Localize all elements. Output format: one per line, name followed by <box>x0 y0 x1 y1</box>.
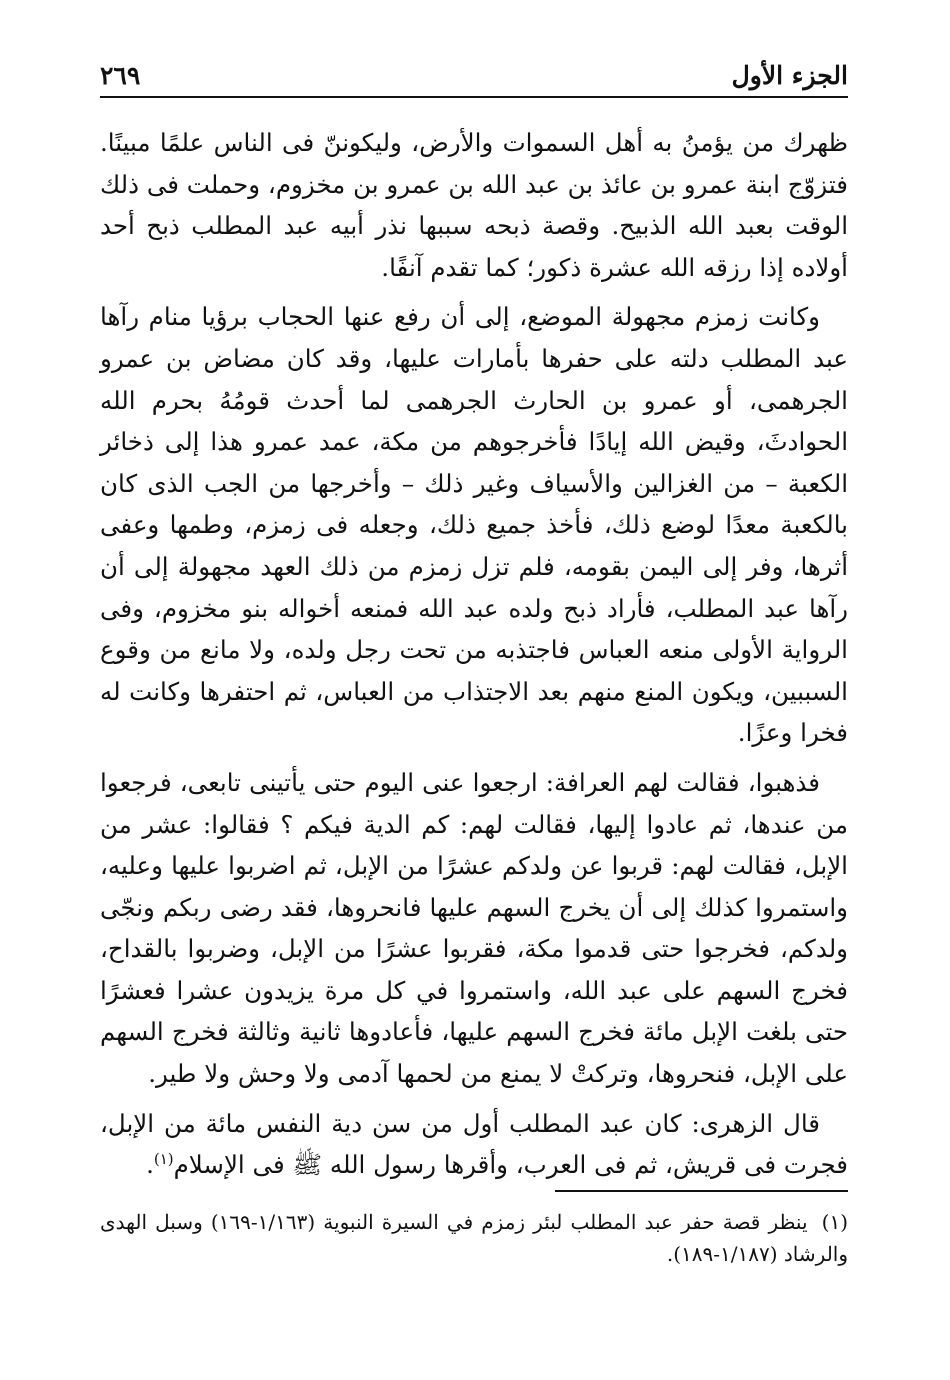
footnote-divider <box>555 1190 848 1192</box>
paragraph-end-period: . <box>146 1150 154 1180</box>
footnote <box>100 1206 848 1270</box>
paragraph: فذهبوا، فقالت لهم العرافة: ارجعوا عنى اليوم حتى يأتينى تابعى، فرجعوا من عندها، ثم عادوا إليها، فقالت لهم: كم الدية فيكم ؟ فقالوا: عشر من الإبل، فقالت لهم: قربوا عن ولدكم عشرًا من الإبل، ثم اضربوا عليها وعليه، واستمروا كذلك إلى أن يخرج السهم عليها فانحروها، فقد رضى ربكم ونجّى ولدكم، فخرجوا حتى قدموا مكة، فقربوا عشرًا من الإبل، وضربوا بالقداح، فخرج السهم على عبد الله، واستمروا في كل مرة يزيدون عشرا فعشرًا حتى بلغت الإبل مائة فخرج السهم عليها، فأعادوها ثانية وثالثة فخرج السهم على الإبل، فنحروها، وتركتْ لا يمنع من لحمها آدمى ولا وحش ولا طير. <box>100 767 848 1089</box>
header-divider <box>100 96 848 98</box>
main-text <box>100 122 848 1194</box>
page-header <box>100 50 848 94</box>
paragraph: ظهرك من يؤمنُ به أهل السموات والأرض، وليكوننّ فى الناس علمًا مبينًا. فتزوّج ابنة عمرو بن عائذ بن عبد الله بن عمرو بن مخزوم، وحملت فى ذلك الوقت بعبد الله الذبيح. وقصة ذبحه سببها نذر أبيه عبد المطلب ذبح أحد أولاده إذا رزقه الله عشرة ذكور؛ كما تقدم آنفًا. <box>100 128 848 282</box>
page-number: ٢٦٩ <box>100 61 141 90</box>
running-title: الجزء الأول <box>731 61 848 90</box>
paragraph-text: قال الزهرى: كان عبد المطلب أول من سن دية النفس مائة من الإبل، فجرت فى قريش، ثم فى العرب، وأقرها رسول الله ﷺ فى الإسلام <box>100 1108 848 1180</box>
footnote-text: ينظر قصة حفر عبد المطلب لبئر زمزم في السيرة النبوية (١/١٦٣-١٦٩) وسبل الهدى والرشاد (١/١٨٧-١٨٩). <box>100 1210 848 1266</box>
footnote-reference[interactable]: (١) <box>153 1150 174 1169</box>
paragraph-with-footnote <box>100 1103 848 1186</box>
footnote-number: (١) <box>821 1210 849 1234</box>
paragraph: وكانت زمزم مجهولة الموضع، إلى أن رفع عنها الحجاب برؤيا منام رآها عبد المطلب دلته على حفرها بأمارات عليها، وقد كان مضاض بن عمرو الجرهمى، أو عمرو بن الحارث الجرهمى لما أحدث قومُهُ بحرم الله الحوادثَ، وقيض الله إيادًا فأخرجوهم من مكة، عمد عمرو هذا إلى ذخائر الكعبة – من الغزالين والأسياف وغير ذلك – وأخرجها من الجب الذى كان بالكعبة معدًا لوضع ذلك، فأخذ جميع ذلك، وجعله فى زمزم، وطمها وعفى أثرها، وفر إلى اليمن بقومه، فلم تزل زمزم من ذلك العهد مجهولة إلى أن رآها عبد المطلب، فأراد ذبح ولده عبد الله فمنعه أخواله بنو مخزوم، وفى الرواية الأولى منعه العباس فاجتذبه من تحت رجل ولده، ولا مانع من وقوع السببين، ويكون المنع منهم بعد الاجتذاب من العباس، ثم احتفرها وكانت له فخرا وعزًا. <box>100 302 848 748</box>
